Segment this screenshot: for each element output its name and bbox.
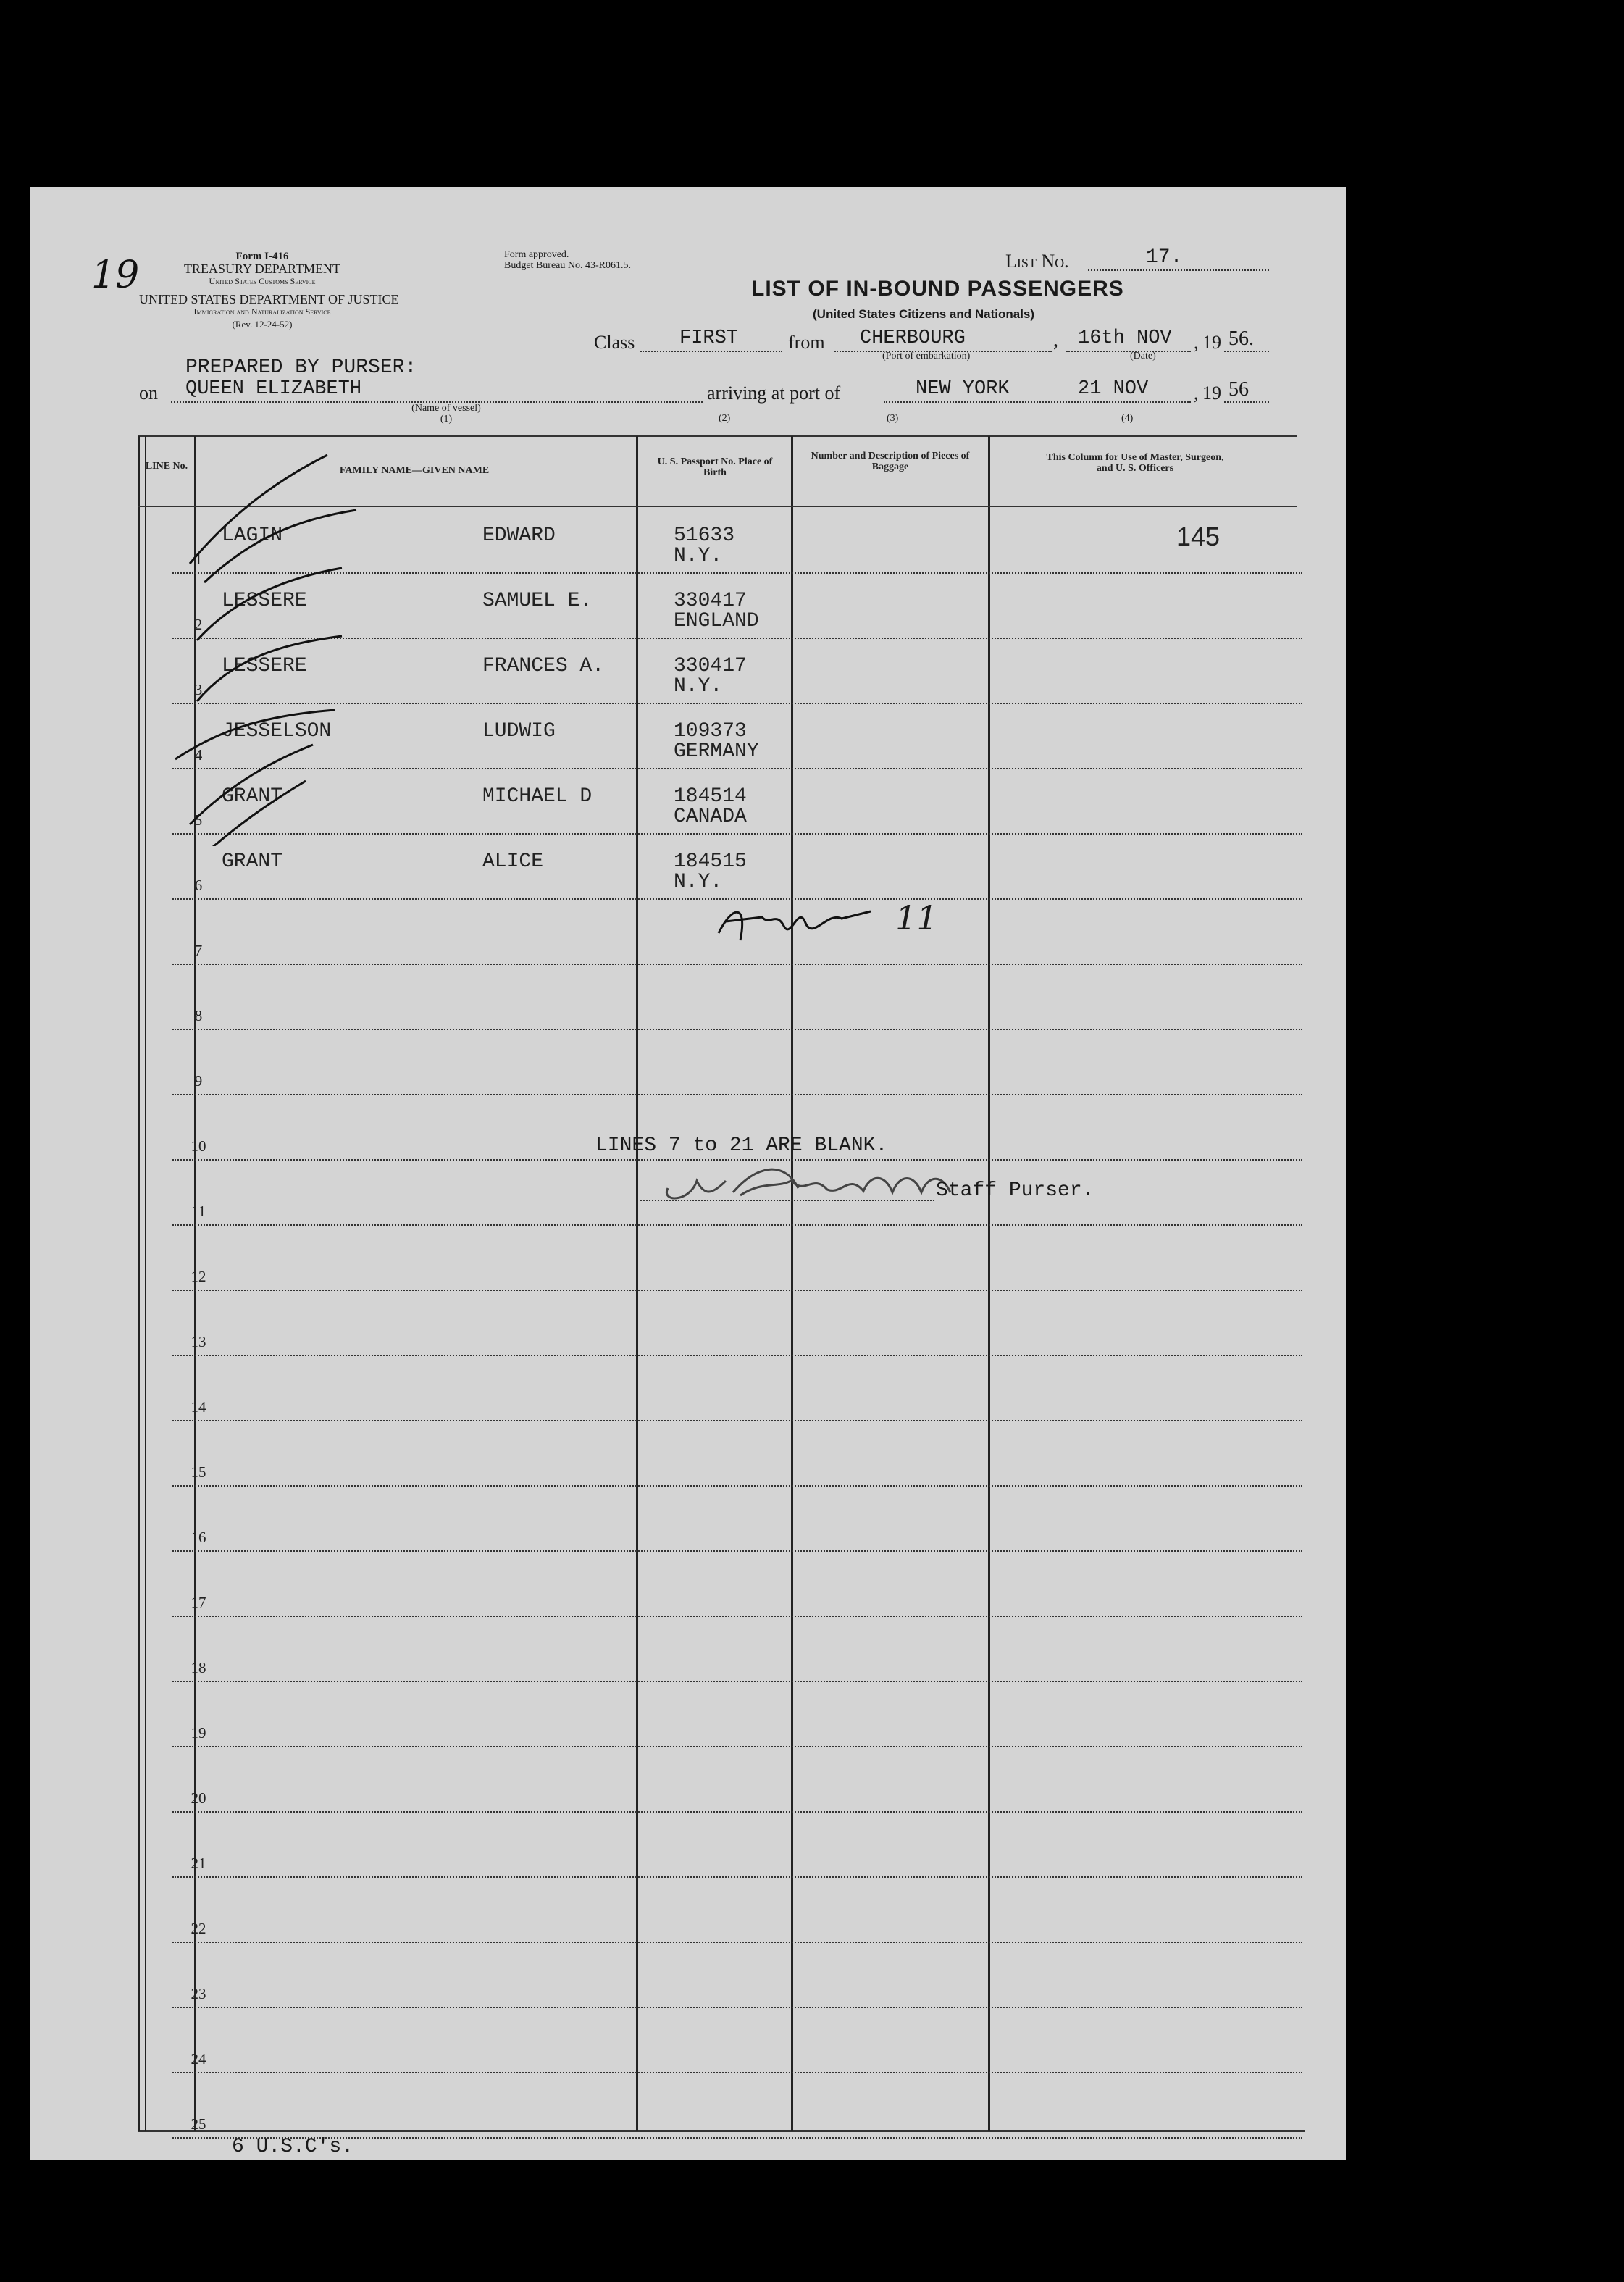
line-number: 13 [191, 1333, 206, 1350]
table-left-border-inner [145, 436, 146, 2131]
arrival-comma: , [1194, 383, 1199, 404]
given-name: MICHAEL D [482, 785, 593, 808]
line-number: 6 [194, 877, 203, 894]
class-value: FIRST [679, 327, 739, 349]
line-number: 7 [194, 942, 203, 959]
port-caption: (Port of embarkation) [882, 351, 971, 361]
arrival-port: NEW YORK [916, 378, 1010, 400]
treasury-dept: TREASURY DEPARTMENT [183, 262, 341, 276]
line-number: 17 [191, 1594, 206, 1611]
passport-number: 109373 [674, 720, 747, 743]
handwritten-number: 11 [895, 898, 938, 937]
revision: (Rev. 12-24-52) [232, 319, 293, 330]
row-separator [172, 1355, 1302, 1356]
family-name: GRANT [222, 785, 283, 808]
arrival-line [884, 401, 1191, 403]
line-number: 10 [191, 1137, 206, 1155]
row-separator [172, 1290, 1302, 1291]
line-number: 18 [191, 1659, 206, 1676]
table-left-border [138, 436, 140, 2131]
corner-handwritten-mark: 19 [91, 254, 140, 297]
row-separator [172, 964, 1302, 965]
row-separator [172, 1942, 1302, 1943]
from-value: CHERBOURG [860, 327, 966, 349]
family-name: JESSELSON [222, 720, 332, 743]
line-number: 9 [194, 1072, 203, 1090]
slash-check-marks [161, 440, 436, 846]
place-of-birth: GERMANY [674, 740, 759, 763]
header-name: FAMILY NAME—GIVEN NAME [339, 465, 490, 476]
header-passport: U. S. Passport No. Place of Birth [657, 456, 773, 478]
vessel-caption-num: (1) [440, 414, 453, 425]
line-number: 24 [191, 2050, 206, 2068]
line-number: 25 [191, 2115, 206, 2133]
family-name: LAGIN [222, 524, 283, 547]
list-no-label: List No. [1005, 251, 1069, 272]
line-number: 15 [191, 1463, 206, 1481]
line-number: 22 [191, 1920, 206, 1937]
line-number: 5 [194, 811, 203, 829]
row-separator [172, 2007, 1302, 2008]
date-comma: , [1194, 332, 1199, 353]
class-line [640, 351, 782, 352]
line-number: 8 [194, 1007, 203, 1024]
col4-number: (4) [1121, 413, 1134, 424]
blank-lines-note: LINES 7 to 21 ARE BLANK. [595, 1134, 888, 1157]
class-label: Class [594, 332, 635, 353]
family-name: GRANT [222, 850, 283, 873]
vessel-name: QUEEN ELIZABETH [185, 378, 362, 400]
arrival-year-line [1224, 401, 1269, 403]
table-top-border [138, 435, 1297, 437]
arrival-date: 21 NOV [1078, 378, 1149, 400]
header-line-no: LINE No. [145, 461, 188, 472]
line-number: 21 [191, 1855, 206, 1872]
document-title: LIST OF IN-BOUND PASSENGERS [751, 277, 1124, 301]
year-prefix: 19 [1202, 332, 1221, 353]
form-header-left [139, 251, 399, 330]
row-separator [172, 1224, 1302, 1226]
form-approval [504, 249, 631, 271]
from-label: from [788, 332, 825, 353]
justice-dept: UNITED STATES DEPARTMENT OF JUSTICE [139, 292, 399, 306]
given-name: FRANCES A. [482, 655, 605, 677]
comma: , [1053, 329, 1058, 351]
on-label: on [139, 383, 158, 404]
line-number: 11 [191, 1203, 206, 1220]
form-approved: Form approved. [504, 249, 569, 260]
given-name: LUDWIG [482, 720, 556, 743]
place-of-birth: ENGLAND [674, 610, 759, 632]
row-separator [172, 1029, 1302, 1030]
passport-number: 330417 [674, 655, 747, 677]
ins-service: Immigration and Naturalization Service [193, 306, 331, 317]
arriving-label: arriving at port of [707, 383, 841, 404]
given-name: EDWARD [482, 524, 556, 547]
given-name: SAMUEL E. [482, 590, 593, 612]
family-name: LESSERE [222, 590, 307, 612]
document-subtitle: (United States Citizens and Nationals) [813, 307, 1035, 321]
row-separator [172, 1876, 1302, 1878]
line-number: 2 [194, 616, 203, 633]
row-separator [172, 1420, 1302, 1421]
arrival-year: 56 [1229, 378, 1249, 401]
row-separator [172, 1616, 1302, 1617]
line-number: 16 [191, 1529, 206, 1546]
officer-note: 145 [1176, 522, 1221, 551]
date-value: 16th NOV [1078, 327, 1172, 349]
year-value: 56. [1229, 327, 1254, 350]
date-caption: (Date) [1130, 351, 1156, 361]
budget-bureau: Budget Bureau No. 43-R061.5. [504, 260, 631, 271]
list-no-value: 17. [1146, 246, 1183, 269]
given-name: ALICE [482, 850, 544, 873]
col2-number: (2) [719, 413, 731, 424]
passport-number: 184515 [674, 850, 747, 873]
row-separator [172, 1550, 1302, 1552]
form-number: Form I-416 [235, 251, 289, 262]
arrival-year-prefix: 19 [1202, 383, 1221, 404]
line-number: 14 [191, 1398, 206, 1416]
col3-number: (3) [887, 413, 899, 424]
row-separator [172, 1811, 1302, 1813]
handwritten-initials-icon [711, 897, 892, 948]
header-baggage: Number and Description of Pieces of Baggage [811, 451, 970, 472]
vessel-caption [374, 403, 519, 425]
line-number: 12 [191, 1268, 206, 1285]
staff-purser-label: Staff Purser. [936, 1179, 1094, 1202]
customs-service: United States Customs Service [209, 276, 316, 286]
row-separator [172, 1681, 1302, 1682]
header-officers: This Column for Use of Master, Surgeon, and U. S. Officers [1046, 452, 1224, 474]
row-separator [172, 1485, 1302, 1487]
row-separator [172, 2072, 1302, 2073]
vessel-caption-text: (Name of vessel) [411, 403, 481, 414]
signature-line [640, 1200, 934, 1201]
purser-signature-icon [653, 1159, 972, 1210]
line-number: 19 [191, 1724, 206, 1742]
line-number: 3 [194, 681, 203, 698]
date-line [1066, 351, 1191, 352]
place-of-birth: N.Y. [674, 545, 723, 567]
year-line [1224, 351, 1269, 352]
row-separator [172, 1746, 1302, 1747]
table-bottom-border [138, 2130, 1305, 2132]
passport-number: 51633 [674, 524, 735, 547]
row-separator [172, 1094, 1302, 1095]
list-no-line [1088, 269, 1269, 271]
prepared-by: PREPARED BY PURSER: [185, 356, 417, 379]
place-of-birth: N.Y. [674, 675, 723, 698]
place-of-birth: N.Y. [674, 871, 723, 893]
line-number: 4 [194, 746, 203, 764]
passport-number: 330417 [674, 590, 747, 612]
line-number: 1 [194, 551, 203, 568]
place-of-birth: CANADA [674, 806, 747, 828]
passport-number: 184514 [674, 785, 747, 808]
line-number: 20 [191, 1789, 206, 1807]
family-name: LESSERE [222, 655, 307, 677]
passenger-list-document [30, 187, 1346, 2160]
footer-count: 6 U.S.C's. [232, 2136, 354, 2158]
line-number: 23 [191, 1985, 206, 2002]
